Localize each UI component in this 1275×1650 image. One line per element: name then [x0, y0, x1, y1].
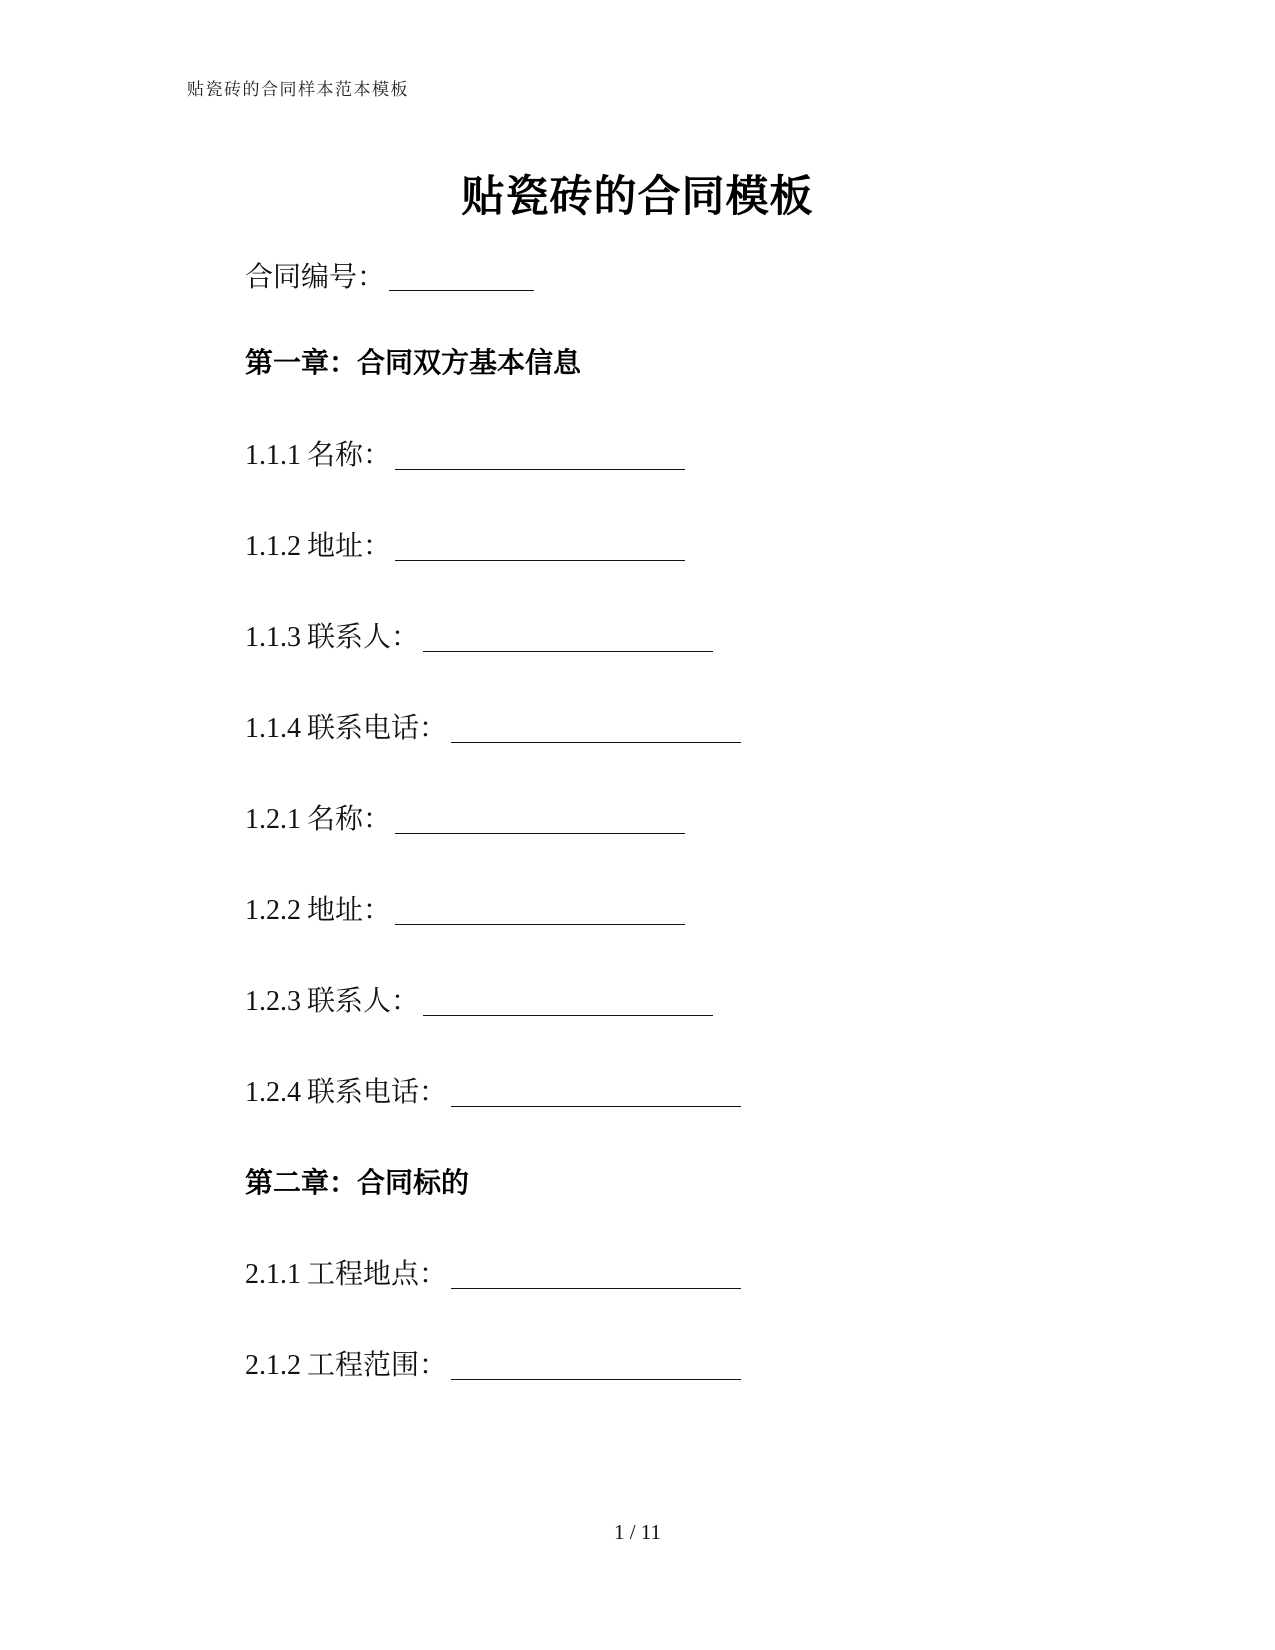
contract-number-label: 合同编号：	[245, 260, 386, 293]
field-number: 1.2.2	[245, 895, 301, 926]
field-line	[245, 617, 713, 658]
field-blank[interactable]	[451, 712, 741, 743]
field-blank[interactable]	[395, 530, 685, 561]
field-number: 1.1.3	[245, 622, 301, 653]
field-line	[245, 1072, 741, 1113]
field-line	[245, 526, 685, 567]
field-label: 联系人：	[307, 620, 420, 653]
running-header: 贴瓷砖的合同样本范本模板	[187, 80, 409, 100]
field-label: 地址：	[307, 529, 392, 562]
field-label: 名称：	[307, 802, 392, 835]
chapter-1-heading: 第一章：合同双方基本信息	[245, 346, 582, 379]
field-number: 2.1.1	[245, 1259, 301, 1290]
field-label: 联系电话：	[307, 711, 448, 744]
field-number: 1.1.4	[245, 713, 301, 744]
page-indicator: 1 / 11	[613, 1520, 662, 1544]
field-label: 联系电话：	[307, 1075, 448, 1108]
field-label: 联系人：	[307, 984, 420, 1017]
field-number: 1.1.2	[245, 531, 301, 562]
field-number: 1.1.1	[245, 440, 301, 471]
field-number: 1.2.4	[245, 1077, 301, 1108]
field-number: 2.1.2	[245, 1350, 301, 1381]
field-blank[interactable]	[451, 1076, 741, 1107]
field-label: 工程范围：	[307, 1348, 448, 1381]
field-line	[245, 435, 685, 476]
field-blank[interactable]	[395, 894, 685, 925]
field-line	[245, 981, 713, 1022]
field-blank[interactable]	[395, 803, 685, 834]
field-blank[interactable]	[451, 1349, 741, 1380]
field-number: 1.2.3	[245, 986, 301, 1017]
field-number: 1.2.1	[245, 804, 301, 835]
field-label: 工程地点：	[307, 1257, 448, 1290]
field-blank[interactable]	[423, 985, 713, 1016]
field-line	[245, 1345, 741, 1386]
field-blank[interactable]	[395, 439, 685, 470]
field-label: 地址：	[307, 893, 392, 926]
document-title: 贴瓷砖的合同模板	[461, 172, 814, 222]
field-line	[245, 708, 741, 749]
field-blank[interactable]	[451, 1258, 741, 1289]
field-blank[interactable]	[423, 621, 713, 652]
field-line	[245, 1254, 741, 1295]
contract-number-line	[245, 257, 534, 297]
field-line	[245, 890, 685, 931]
field-label: 名称：	[307, 438, 392, 471]
contract-number-blank[interactable]	[389, 260, 534, 291]
chapter-2-heading: 第二章：合同标的	[245, 1166, 470, 1199]
field-line	[245, 799, 685, 840]
